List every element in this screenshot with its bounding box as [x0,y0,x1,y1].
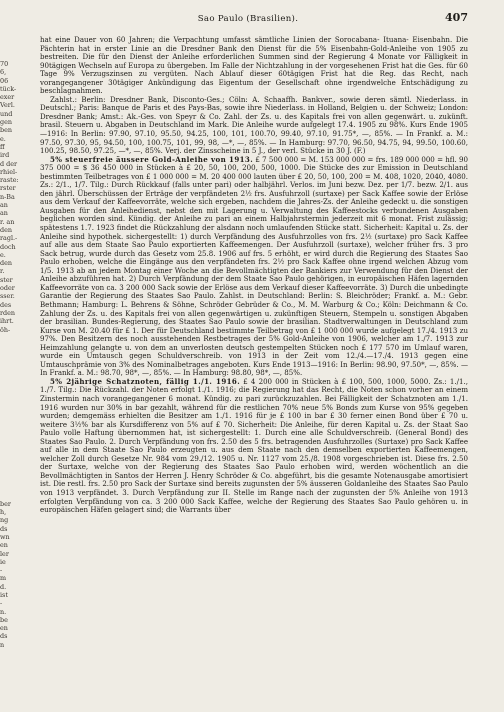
margin-fragment: an [0,209,8,218]
margin-fragment: rster [0,184,16,193]
margin-fragment: wn [0,532,10,541]
margin-fragment: an [0,201,8,210]
margin-fragment: ds [0,524,8,533]
margin-fragment: ben [0,126,12,135]
margin-fragment: - [0,566,3,575]
margin-fragment: den [0,225,12,234]
margin-fragment: gen [0,118,12,127]
margin-fragment: raste: [0,176,19,185]
paragraph-gold-loan-1913 [40,156,468,378]
margin-fragment [0,433,12,441]
margin-fragment [0,458,12,466]
margin-fragment: ff [0,142,5,151]
document-body [40,36,468,515]
margin-fragment: 6, [0,68,7,77]
margin-fragment: ds [0,632,8,641]
margin-fragment: ng [0,516,9,525]
margin-fragment [0,442,12,450]
paragraph-paying-agents: Zahlst.: Berlin: Dresdner Bank, Disconto-Ges.; Cöln: A. Schaaffh. Bankver., sowie deren sämtl. Niederlass. in Deutschl.; Paris: Banque de Paris et des Pays-Bas, sowie ihre Niederlass. in Holland, Belgien u. der Schweiz; London: Dresdner Bank; Amst.: Ak.-Ges. von Speyr & Co. Zahl. der Zs. u. des Kapitals frei von allen gegenwärt. u. zukünft. brasil. Steuern u. Abgaben in Deutschland im Mark. Die Anleihe wurde aufgelegt 17.4. 1905 zu 98%. Kurs Ende 1905—1916: In Berlin: 97.90, 97.10, 95.50, 94.25, 100, 101, 100.70, 99.40, 97.10, 91.75*, —, 85%. — In Frankf. a. M.: 97.50, 97.30, 95, 94.50, 100, 100.75, 101, 99, 98, —*, —, 85%. — In Hamburg: 97.70, 96.50, 94.75, 94, 99.50, 100.60, 100.25, 98.50, 97.25, —*, —, 85%. Verj. der Zinsscheine in 5 J., der verl. Stücke in 30 J. (F.) [40,94,468,156]
margin-fragment: rhiel- [0,167,18,176]
margin-fragment [0,392,12,400]
margin-fragment: d der [0,159,18,168]
margin-fragment: ster [0,275,13,284]
margin-fragment [0,359,12,367]
section-heading-gold-loan: 5% steuerfreie äussere Gold-Anleihe von 1913. [50,154,254,164]
gold-loan-text: £ 7 500 000 = M. 153 000 000 = frs. 189 000 000 = hfl. 90 375 000 = $ 36 450 000 in Stücken à £ 20, 50, 100, 200, 500, 1000. Die Stücke des zur Emission in Deutschland bestimmten Teilbetrages von £ 1 000 000 = M. 20 400 000 lauten über £ 20, 50, 100, 200 = M. 408, 1020, 2040, 4080. Zs.: 2/1., 1/7. Tilg.: Durch Rückkauf (falls unter pari) oder halbjährl. Verlos. im Juni bezw. Dez. per 1/7. bezw. 2/1. aus den jährl. Überschüssen der Erträge der verpfändeten 2½ frs. Ausfuhrzoll (surtaxe) per Sack Kaffee sowie der Erlöse aus dem Verkauf der Kaffeevorräte, welche sich ergeben, nachdem die Jahres-Zs. der Anleihe gedeckt u. die sonstigen Ausgaben für den Anleihedienst, nebst den mit Lagerung u. Verwaltung des Kaffeestocks verbundenen Ausgaben beglichen worden sind. Kündig. der Anleihe zu pari an einem Halbjahrstermin jederzeit mit 6 monat. Frist zulässig; spätestens 1.7. 1923 findet die Rückzahlung der alsdann noch umlaufenden Stücke statt. Sicherheit: Kapital u. Zs. der Anleihe sind hypothek. sichergestellt: 1) durch Verpfändung des Ausfuhrzolles von frs. 2½ (surtaxe) pro Sack Kaffee auf alle aus dem Staate Sao Paulo exportierten Kaffeemengen. Der Ausfuhrzoll (surtaxe), welcher früher frs. 3 pro Sack betrug, wurde durch das Gesetz vom 25.8. 1906 auf frs. 5 erhöht, er wird durch die Regierung des Staates Sao Paulo erhoben, welche die Eingänge aus den verpfändeten frs. 2½ pro Sack Kaffee ohne irgend welchen Abzug vom 1/5. 1913 ab an jedem Montag einer Woche an die Bevollmächtigten der Bankiers zur Verwendung für den Dienst der Anleihe abzuführen hat. 2) Durch Verpfändung der dem Staate Sao Paulo gehörigen, in europäischen Häfen lagernden Kaffeevorräte von ca. 3 200 000 Sack sowie der Erlöse aus dem Verkauf dieser Kaffeevorräte. 3) Durch die unbedingte Garantie der Regierung des Staates Sao Paulo. Zahlst. in Deutschland: Berlin: S. Bleichröder; Frankf. a. M.: Gebr. Bethmann; Hamburg: L. Behrens & Söhne, Schröder Gebrüder & Co., M. M. Warburg & Co.; Köln: Deichmann & Co. Zahlung der Zs. u. des Kapitals frei von allen gegenwärtigen u. zukünftigen Steuern, Stempeln u. sonstigen Abgaben der brasilian. Bundes-Regierung, des Staates Sao Paulo sowie der brasilian. Stadtverwaltungen in Deutschland zum Kurse von M. 20.40 für £ 1. Der für Deutschland bestimmte Teilbetrag von £ 1 000 000 wurde aufgelegt 17./4. 1913 zu 97%. Den Besitzern des noch ausstehenden Restbetrages der 5% Gold-Anleihe von 1906, welcher am 1./7. 1913 zur Heimzahlung gelangte u. von dem an unverlosten deutsch gestempelten Stücken noch £ 177 570 im Umlauf waren, wurde ein Umtausch gegen Schuldverschreib. von 1913 in der Zeit vom 12./4.—17./4. 1913 gegen eine Umtauschprämie von 3% des Nominalbetrages angeboten. Kurs Ende 1913—1916: In Berlin: 98.90, 97.50*, —, 85%. — In Frankf. a. M.: 98.70, 98*, —, 85%. — In Hamburg: 98.80, 98*, —, 85%. [40,154,468,378]
margin-fragment [0,475,12,483]
margin-fragment: rden [0,308,16,317]
margin-fragment: en [0,541,8,550]
margin-fragment: ird [0,151,10,160]
margin-fragment: 70 [0,60,9,68]
running-title: Sao Paulo (Brasilien). [197,14,299,24]
margin-fragment: ragl.- [0,234,18,243]
margin-fragment: n. [0,607,7,616]
paragraph-treasury-notes [40,378,468,515]
margin-fragment: sser. [0,292,15,301]
margin-fragment: Verl. [0,101,15,110]
margin-fragment [0,350,12,358]
treasury-notes-text: £ 4 200 000 in Stücken à £ 100, 500, 1000, 5000. Zs.: 1./1., 1./7. Tilg.: Die Rückzahl. der Noten erfolgt 1./1. 1916; die Regierung hat das Recht, die Noten schon vorher an einem Zinstermin nach vorangegangener 6 monat. Kündig. zu pari zurückzuzahlen. Bei Fälligkeit der Schatznoten am 1./1. 1916 wurden nur 30% in bar gezahlt, während für die restlichen 70% neue 5% Bonds zum Kurse von 95% gegeben wurden; demgemäss erhielten die Besitzer am 1./1. 1916 für je £ 100 in bar £ 30 ferner einen Bond über £ 70 u. weitere 3½% bar als Kursdifferenz von 5% auf £ 70. Sicherheit: Die Anleihe, für deren Kapital u. Zs. der Staat Sao Paulo volle Haftung übernommen hat, ist sichergestellt: 1. Durch eine alle Schuldverschreib. (General Bond) des Staates Sao Paulo. 2. Durch Verpfändung von frs. 2.50 des 5 frs. betragenden Ausfuhrzolles (Surtaxe) pro Sack Kaffee auf alle in dem Staate Sao Paulo erzeugten u. aus dem Staate nach den demselben exportierten Kaffeemengen, welcher Zoll durch Gesetze Nr. 984 vom 29./12. 1905 u. Nr. 1127 vom 25./8. 1908 vorgeschrieben ist. Diese frs. 2.50 der Surtaxe, welche von der Regierung des Staates Sao Paulo erhoben wird, werden wöchentlich an die Bevollmächtigten in Santos der Herren J. Henry Schröder & Co. abgeführt, bis die gesamte Notenausgabe amortisiert ist. Die restl. frs. 2.50 pro Sack der Surtaxe sind bereits zugunsten der 5% äusseren Goldanleihe des Staates Sao Paulo von 1913 verpfändet. 3. Durch Verpfändung zur II. Stelle im Range nach der zugunsten der 5% Anleihe von 1913 erfolgten Verpfändung von ca. 3 200 000 Sack Kaffee, welche der Regierung des Staates Sao Paulo gehören u. in europäischen Häfen gelagert sind; die Warrants über [40,376,468,515]
margin-fragment: e. [0,134,6,143]
margin-fragment: ler [0,549,9,558]
margin-fragment: tück- [0,84,17,93]
margin-fragment: d. [0,582,7,591]
margin-fragment: doch [0,242,16,251]
margin-fragment: ist [0,591,8,599]
margin-fragment [0,375,12,383]
margin-fragment [0,491,12,499]
margin-fragment: exer [0,93,15,102]
margin-fragment [0,425,12,433]
margin-fragment [0,467,12,475]
margin-fragment: - [0,599,3,608]
margin-fragment [0,400,12,408]
margin-fragment: 06 [0,76,9,85]
margin-fragment: ihrt. [0,317,14,326]
margin-fragment: m [0,574,7,583]
margin-fragment [0,408,12,416]
margin-fragment: ie [0,557,6,566]
margin-fragment [0,342,12,350]
margin-fragment: e. [0,250,6,259]
margin-fragment: n-Ba [0,192,15,201]
page-number: 407 [445,11,468,24]
margin-fragment [0,367,12,375]
margin-fragment: n [0,640,5,649]
margin-fragment: r. [0,267,5,276]
margin-fragment [0,384,12,392]
section-heading-treasury-notes: 5% 2jährige Schatznoten, fällig 1./1. 1916. [50,376,241,386]
margin-fragment: öh- [0,325,11,334]
margin-fragment: ber [0,499,11,508]
margin-fragment [0,483,12,491]
left-margin-fragments [0,60,19,649]
margin-fragment [0,417,12,425]
margin-fragment: en [0,624,8,633]
margin-fragment: r. an [0,217,15,226]
margin-fragment: und [0,109,13,118]
margin-fragment [0,334,12,342]
margin-fragment [0,450,12,458]
margin-fragment: den [0,259,12,268]
margin-fragment: oder [0,284,15,293]
margin-fragment: be [0,615,8,624]
page-header [40,11,468,28]
margin-fragment: h, [0,508,7,517]
margin-fragment: des [0,300,12,309]
paragraph-lease-terms: hat eine Dauer von 60 Jahren; die Verpachtung umfasst sämtliche Linien der Sorocabana- Ituana- Eisenbahn. Die Pächterin hat in erster Linie an die Dresdner Bank den Dienst für die 5% Eisenbahn-Gold-Anleihe von 1905 zu bestreiten. Die für den Dienst der Anleihe erforderlichen Summen sind der Regierung 4 Monate vor Fälligkeit in 90tägigen Wechseln auf Europa zu übergeben. Im Falle der Nichtzahlung in der vorgesehenen Frist hat die Ges. für 60 Tage 9% Verzugszinsen zu vergüten. Nach Ablauf dieser 60tägigen Frist hat die Reg. das Recht, nach vorangegangener 30tägiger Ankündigung das Eigentum der Gesellschaft ohne irgendwelche Entschädigung zu beschlagnahmen. [40,35,468,96]
